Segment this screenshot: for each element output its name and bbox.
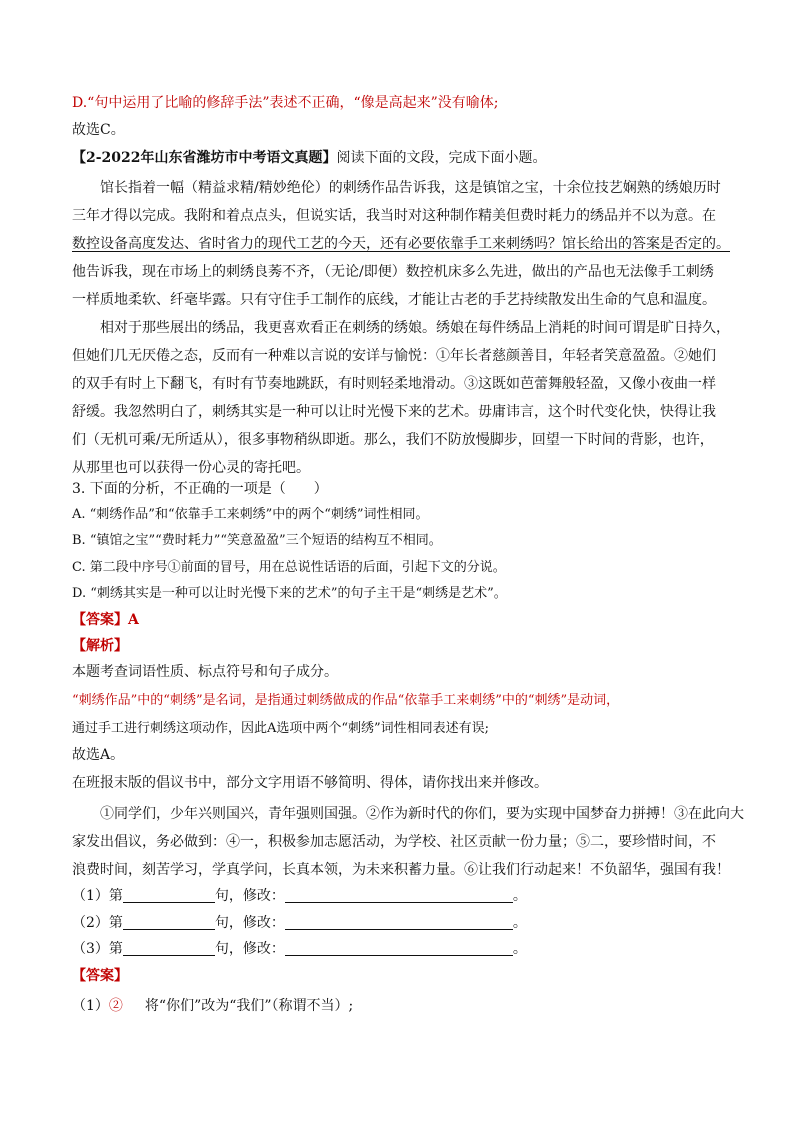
passage-p2-line4: 舒缓。我忽然明白了，刺绣其实是一种可以让时光慢下来的艺术。毋庸讳言，这个时代变化快，快得让我	[72, 404, 716, 420]
blank-row-label: （2）第	[72, 915, 123, 931]
question-4-intro: 在班报末版的倡议书中，部分文字用语不够简明、得体，请你找出来并修改。	[72, 775, 548, 791]
answer-1-row	[72, 995, 734, 1017]
answer-value: A	[128, 612, 139, 628]
blank-row-3	[72, 938, 734, 960]
blank-row-1	[72, 885, 734, 907]
blank-row-label: （1）第	[72, 888, 123, 904]
revision-label: 句，修改：	[214, 941, 285, 957]
passage-p2-line3: 的双手有时上下翻飞，有时有节奏地跳跃，有时则轻柔地滑动。③这既如芭蕾舞般轻盈，又像小夜曲一样	[72, 376, 716, 392]
period: 。	[512, 941, 527, 957]
question-source: 【2-2022年山东省潍坊市中考语文真题】	[72, 150, 337, 166]
analysis-intro: 本题考查词语性质、标点符号和句子成分。	[72, 664, 338, 680]
sentence-number-blank[interactable]	[123, 913, 215, 930]
proposal-line3: 浪费时间，刻苦学习，学真学问，长真本领，为未来积蓄力量。⑥让我们行动起来！不负韶华，强国有我！	[72, 862, 730, 878]
passage-p2-line6: 从那里也可以获得一份心灵的寄托吧。	[72, 460, 310, 476]
revision-blank[interactable]	[285, 939, 513, 956]
choose-c: 故选C。	[72, 122, 125, 138]
proposal-line2: 家发出倡议，务必做到：④一，积极参加志愿活动，为学校、社区贡献一份力量；⑤二，要珍惜时间，不	[72, 834, 716, 850]
answer-1-number: （1）	[72, 998, 109, 1014]
analysis-line1: “刺绣作品”中的“刺绣”是名词，是指通过刺绣做成的作品“依靠手工来刺绣”中的“刺绣”是动词，	[72, 693, 620, 708]
option-b: B. “镇馆之宝”“费时耗力”“笑意盈盈”三个短语的结构互不相同。	[72, 533, 442, 548]
option-d-analysis: D.“句中运用了比喻的修辞手法”表述不正确，“像是高起来”没有喻体;	[72, 95, 499, 111]
answer-tag: 【答案】	[72, 612, 128, 628]
passage-p2-line5: 们（无机可乘/无所适从），很多事物稍纵即逝。那么，我们不防放慢脚步，回望一下时间的背影，也许，	[72, 432, 714, 448]
answer-1-sentence-index: ②	[108, 998, 123, 1014]
period: 。	[512, 915, 527, 931]
passage-p1-line5: 一样质地柔软、纤毫毕露。只有守住手工制作的底线，才能让古老的手艺持续散发出生命的气息和温度。	[72, 292, 716, 308]
passage-p2-line2: 但她们几无厌倦之态，反而有一种难以言说的安详与愉悦：①年长者慈颜善目，年轻者笑意盈盈。②她们	[72, 348, 716, 364]
revision-blank[interactable]	[285, 913, 513, 930]
question-intro: 阅读下面的文段，完成下面小题。	[336, 150, 547, 166]
answer-2-tag: 【答案】	[72, 968, 128, 984]
question-header	[72, 147, 734, 169]
proposal-line1: ①同学们，少年兴则国兴，青年强则国强。②作为新时代的你们，要为实现中国梦奋力拼搏！③在此向大	[100, 806, 744, 822]
question-3-stem: 3. 下面的分析，不正确的一项是（ ）	[72, 481, 328, 497]
passage-p1-line1: 馆长指着一幅（精益求精/精妙绝伦）的刺绣作品告诉我，这是镇馆之宝，十余位技艺娴熟的绣娘历时	[100, 180, 721, 196]
revision-blank[interactable]	[285, 886, 513, 903]
answer-row	[72, 609, 734, 631]
answer-1-text: 将“你们”改为“我们”（称谓不当）;	[144, 998, 354, 1014]
sentence-number-blank[interactable]	[123, 939, 215, 956]
sentence-number-blank[interactable]	[123, 886, 215, 903]
period: 。	[512, 888, 527, 904]
blank-row-label: （3）第	[72, 941, 123, 957]
option-a: A. “刺绣作品”和“依靠手工来刺绣”中的两个“刺绣”词性相同。	[72, 507, 429, 522]
passage-p1-line3: 数控设备高度发达、省时省力的现代工艺的今天，还有必要依靠手工来刺绣吗？馆长给出的答案是否定的。	[72, 236, 730, 252]
option-d: D. “刺绣其实是一种可以让时光慢下来的艺术”的句子主干是“刺绣是艺术”。	[72, 586, 507, 601]
choose-a: 故选A。	[72, 747, 125, 763]
passage-p2-line1: 相对于那些展出的绣品，我更喜欢看正在刺绣的绣娘。绣娘在每件绣品上消耗的时间可谓是旷日持久，	[100, 320, 730, 336]
passage-p1-line2: 三年才得以完成。我附和着点点头，但说实话，我当时对这种制作精美但费时耗力的绣品并不以为意。在	[72, 208, 716, 224]
blank-row-2	[72, 912, 734, 934]
analysis-line2: 通过手工进行刺绣这项动作，因此A选项中两个“刺绣”词性相同表述有误;	[72, 721, 490, 736]
revision-label: 句，修改：	[214, 888, 285, 904]
revision-label: 句，修改：	[214, 915, 285, 931]
option-c: C. 第二段中序号①前面的冒号，用在总说性话语的后面，引起下文的分说。	[72, 560, 506, 575]
analysis-tag: 【解析】	[72, 638, 128, 654]
passage-p1-line4: 他告诉我，现在市场上的刺绣良莠不齐，（无论/即便）数控机床多么先进，做出的产品也无法像手工刺绣	[72, 264, 714, 280]
